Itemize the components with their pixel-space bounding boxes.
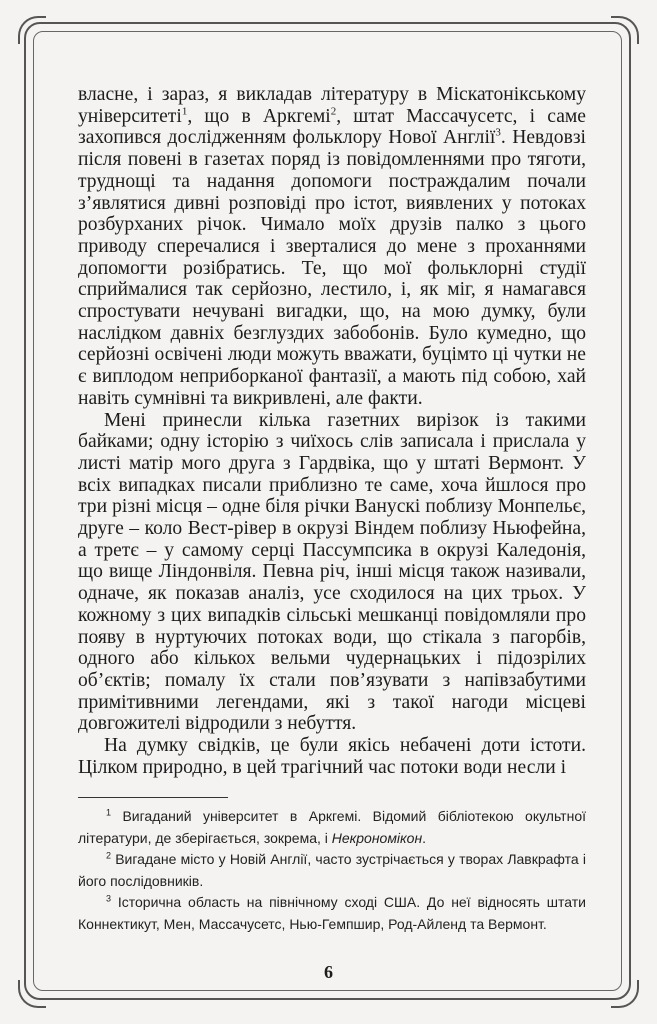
footnote-separator xyxy=(78,797,228,798)
footnote-2 xyxy=(78,849,586,892)
footnotes xyxy=(78,806,586,935)
border-corner-ornament xyxy=(18,980,46,1008)
paragraph-2: Мені принесли кілька газетних вирізок із такими байками; одну історію з чиїхось слів записала і прислала у листі матір мого друга з Гардвіка, що у штаті Вермонт. У всіх випадках писали приблизно те саме, хоча йшлося про три різні місця – одне біля річки Ванускі поблизу Монпельє, друге – коло Вест-рівер в окрузі Віндем поблизу Ньюфейна, а третє – у самому серці Пассумпсика в окрузі Каледонія, що вище Ліндонвіля. Певна річ, інші місця також називали, одначе, як показав аналіз, усе сходилося на цих трьох. У кожному з цих випадків сільські мешканці повідомляли про появу в нуртуючих потоках води, що стікала з пагорбів, одного або кількох вельми чудернацьких і підозрілих об’єктів; помалу їх стали пов’язувати з напівзабутими примітивними легендами, які з такої нагоди місцеві довгожителі відродили з небуття. xyxy=(78,409,586,735)
paragraph-3: На думку свідків, це були якісь небачені доти істоти. Цілком природно, в цей трагічний час потоки води несли і xyxy=(78,735,586,778)
footnote-ref-1[interactable]: 1 xyxy=(181,105,188,118)
paragraph-text: . Невдовзі після повені в газетах поряд із повідомленнями про тяготи, труднощі та надання допомоги постраждалим почали з’являтися дивні розповіді про істот, виявлених у потоках розбурханих річок. Чимало моїх друзів палко з цього приводу сперечалися і зверталися до мене з проханнями допомогти розібратись. Те, що мої фольклорні студії сприймалися так серйозно, лестило, і, як міг, я намагався спростувати нечувані вигадки, що, на мою думку, були наслідком давніх безглуздих забобонів. Було кумедно, що серйозні освічені люди можуть вважати, буцімто ці чутки не є виплодом неприборканої фантазії, а мають під собою, хай навіть сумнівні та викривлені, але факти. xyxy=(78,127,586,409)
paragraph-text: власне, і зараз, я викладав літературу в Міскатонікському університеті xyxy=(78,84,586,127)
paragraph-1 xyxy=(78,84,586,410)
footnote-marker: 3 xyxy=(106,893,112,904)
paragraph-text: , що в Аркгемі xyxy=(187,105,331,127)
footnote-ref-3[interactable]: 3 xyxy=(495,126,501,139)
footnote-text: Вигадане місто у Новій Англії, часто зустрічається у творах Лавкрафта і його послідовників. xyxy=(78,851,586,889)
footnote-text: Історична область на північному сході США. До неї відносять штати Коннектикут, Мен, Массачусетс, Нью-Гемпшир, Род-Айленд та Вермонт. xyxy=(78,894,586,932)
footnote-3 xyxy=(78,892,586,935)
main-text xyxy=(78,84,586,779)
footnote-marker: 2 xyxy=(106,850,112,861)
footnote-text: Вигаданий університет в Аркгемі. Відомий бібліотекою окультної літератури, де зберігається, зокрема, і xyxy=(78,808,586,846)
border-corner-ornament xyxy=(611,980,639,1008)
border-corner-ornament xyxy=(18,16,46,44)
paragraph-text: , штат Массачусетс, і саме захопився дослідженням фольклору Нової Англії xyxy=(78,105,587,149)
footnote-marker: 1 xyxy=(106,807,112,818)
footnote-1 xyxy=(78,806,586,849)
footnote-ref-2[interactable]: 2 xyxy=(330,105,337,118)
page-number: 6 xyxy=(324,962,333,982)
footnote-text: . xyxy=(422,829,427,846)
border-corner-ornament xyxy=(611,16,639,44)
footnote-italic-title: Некрономікон xyxy=(331,829,423,846)
